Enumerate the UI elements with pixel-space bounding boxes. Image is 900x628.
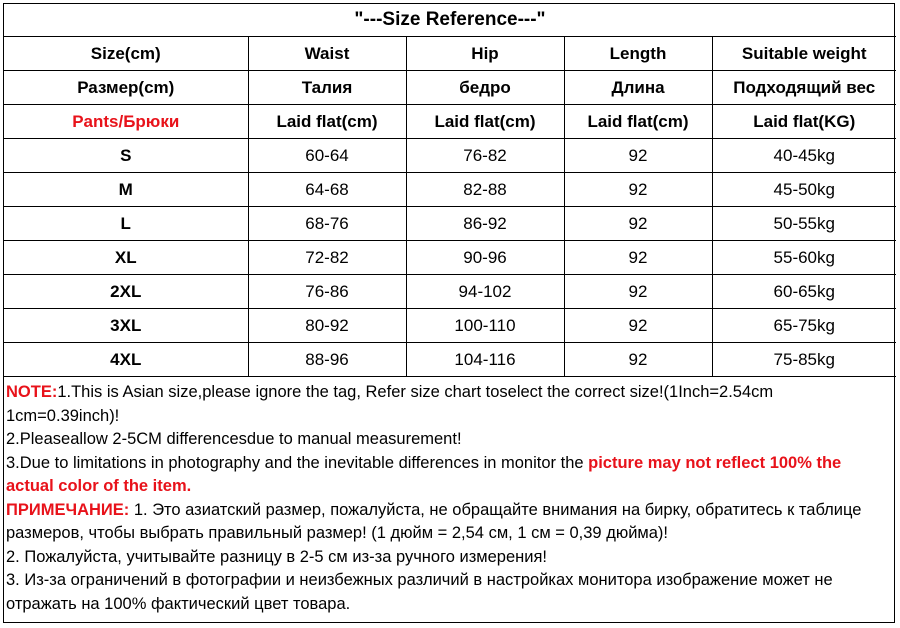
header-waist-ru: Талия bbox=[248, 71, 406, 105]
header-length-ru: Длина bbox=[564, 71, 712, 105]
unit-length: Laid flat(cm) bbox=[564, 105, 712, 139]
notes-section bbox=[4, 377, 894, 616]
note-3-red: picture may not reflect 100% the actual color of the item. bbox=[6, 453, 842, 495]
ru-note-3: 3. Из-за ограничений в фотографии и неизбежных различий в настройках монитора изображение может не отражать на 100% фактический цвет товара. bbox=[6, 571, 833, 613]
header-hip: Hip bbox=[406, 37, 564, 71]
table-cell: 80-92 bbox=[248, 309, 406, 343]
table-cell: 88-96 bbox=[248, 343, 406, 377]
unit-weight: Laid flat(KG) bbox=[712, 105, 896, 139]
size-label: L bbox=[4, 207, 248, 241]
title-row bbox=[4, 4, 896, 37]
ru-note-2: 2. Пожалуйста, учитывайте разницу в 2-5 см из-за ручного измерения! bbox=[6, 547, 548, 566]
header-weight-ru: Подходящий вес bbox=[712, 71, 896, 105]
header-row-ru bbox=[4, 71, 896, 105]
header-size-ru: Размер(cm) bbox=[4, 71, 248, 105]
ru-note-1-text: 1. Это азиатский размер, пожалуйста, не обращайте внимания на бирку, обратитесь к таблице размеров, чтобы выбрать правильный размер! (1 дюйм = 2,54 см, 1 см = 0,39 дюйма)! bbox=[6, 500, 862, 542]
size-reference-title: "---Size Reference---" bbox=[4, 4, 896, 37]
size-label: S bbox=[4, 139, 248, 173]
table-cell: 90-96 bbox=[406, 241, 564, 275]
size-label: 2XL bbox=[4, 275, 248, 309]
table-row bbox=[4, 275, 896, 309]
header-hip-ru: бедро bbox=[406, 71, 564, 105]
table-cell: 76-82 bbox=[406, 139, 564, 173]
table-cell: 92 bbox=[564, 173, 712, 207]
header-row-en bbox=[4, 37, 896, 71]
table-cell: 92 bbox=[564, 343, 712, 377]
table-cell: 82-88 bbox=[406, 173, 564, 207]
size-label: XL bbox=[4, 241, 248, 275]
table-cell: 92 bbox=[564, 241, 712, 275]
size-chart bbox=[3, 3, 895, 623]
table-row bbox=[4, 139, 896, 173]
table-cell: 55-60kg bbox=[712, 241, 896, 275]
size-label: M bbox=[4, 173, 248, 207]
pants-label: Pants/Брюки bbox=[4, 105, 248, 139]
table-cell: 92 bbox=[564, 139, 712, 173]
header-length: Length bbox=[564, 37, 712, 71]
table-cell: 65-75kg bbox=[712, 309, 896, 343]
table-cell: 60-65kg bbox=[712, 275, 896, 309]
note-1-text: 1.This is Asian size,please ignore the tag, Refer size chart toselect the correct size!(1Inch=2.54cm 1cm=0.39inch)! bbox=[6, 383, 774, 425]
ru-note-label: ПРИМЕЧАНИЕ: bbox=[6, 500, 130, 519]
note-label: NOTE: bbox=[6, 383, 58, 401]
note-3-text: 3.Due to limitations in photography and the inevitable differences in monitor the bbox=[6, 453, 589, 472]
note-1 bbox=[6, 381, 888, 428]
table-row bbox=[4, 241, 896, 275]
table-cell: 45-50kg bbox=[712, 173, 896, 207]
table-cell: 68-76 bbox=[248, 207, 406, 241]
header-row-unit bbox=[4, 105, 896, 139]
table-cell: 92 bbox=[564, 207, 712, 241]
table-row bbox=[4, 207, 896, 241]
size-label: 3XL bbox=[4, 309, 248, 343]
table-cell: 72-82 bbox=[248, 241, 406, 275]
table-cell: 104-116 bbox=[406, 343, 564, 377]
table-row bbox=[4, 309, 896, 343]
size-label: 4XL bbox=[4, 343, 248, 377]
note-3 bbox=[6, 452, 888, 499]
header-size: Size(cm) bbox=[4, 37, 248, 71]
ru-note-1 bbox=[6, 499, 888, 546]
unit-waist: Laid flat(cm) bbox=[248, 105, 406, 139]
table-cell: 92 bbox=[564, 309, 712, 343]
table-cell: 60-64 bbox=[248, 139, 406, 173]
size-table bbox=[4, 4, 896, 377]
header-weight: Suitable weight bbox=[712, 37, 896, 71]
table-cell: 40-45kg bbox=[712, 139, 896, 173]
table-cell: 100-110 bbox=[406, 309, 564, 343]
header-waist: Waist bbox=[248, 37, 406, 71]
unit-hip: Laid flat(cm) bbox=[406, 105, 564, 139]
table-row bbox=[4, 343, 896, 377]
table-cell: 94-102 bbox=[406, 275, 564, 309]
table-cell: 76-86 bbox=[248, 275, 406, 309]
table-cell: 75-85kg bbox=[712, 343, 896, 377]
note-2: 2.Pleaseallow 2-5CM differencesdue to manual measurement! bbox=[6, 430, 462, 448]
size-rows bbox=[4, 139, 896, 377]
table-row bbox=[4, 173, 896, 207]
table-cell: 92 bbox=[564, 275, 712, 309]
table-cell: 86-92 bbox=[406, 207, 564, 241]
table-cell: 64-68 bbox=[248, 173, 406, 207]
table-cell: 50-55kg bbox=[712, 207, 896, 241]
